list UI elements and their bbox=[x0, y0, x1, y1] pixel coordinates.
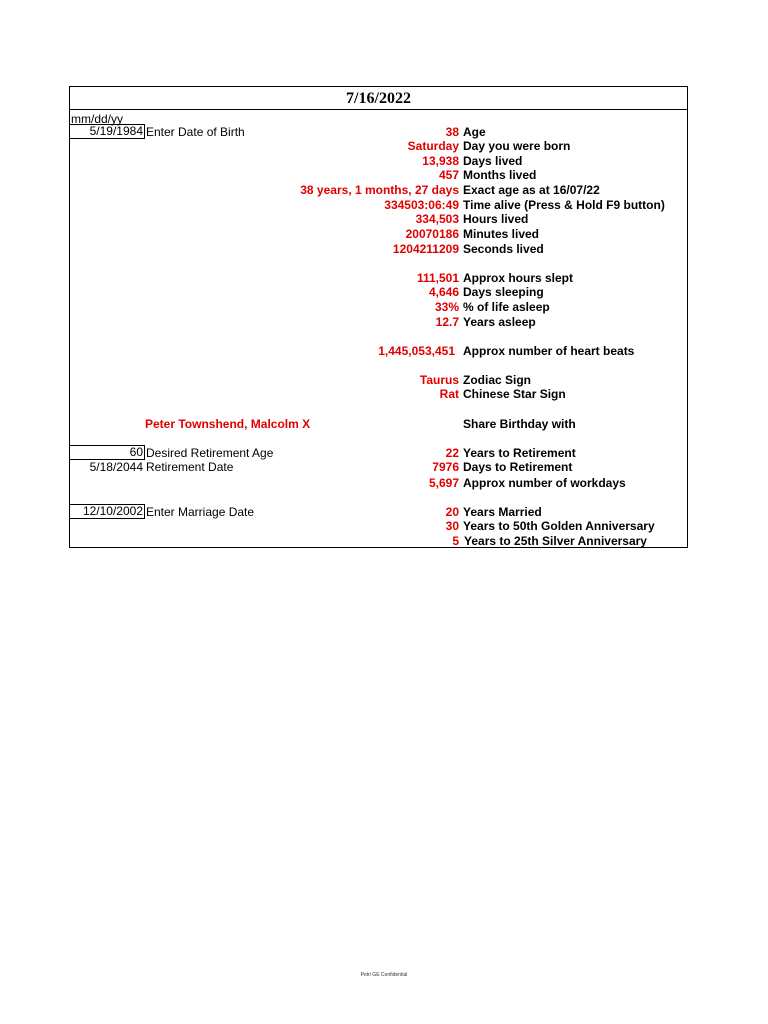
chinese-sign-label: Chinese Star Sign bbox=[463, 387, 566, 401]
shared-birthday-names: Peter Townshend, Malcolm X bbox=[145, 417, 311, 431]
time-alive-value: 334503:06:49 bbox=[384, 198, 459, 212]
days-to-retirement-label: Days to Retirement bbox=[463, 460, 573, 474]
age-value: 38 bbox=[445, 125, 459, 139]
retirement-age-label: Desired Retirement Age bbox=[146, 446, 274, 460]
exact-age-value: 38 years, 1 months, 27 days bbox=[300, 183, 459, 197]
life-asleep-value: 33% bbox=[434, 300, 459, 314]
hours-lived-value: 334,503 bbox=[415, 212, 459, 226]
heart-beats-label: Approx number of heart beats bbox=[463, 344, 635, 358]
minutes-lived-value: 20070186 bbox=[405, 227, 459, 241]
years-asleep-label: Years asleep bbox=[463, 315, 536, 329]
marriage-date-input[interactable]: 12/10/2002 bbox=[69, 504, 145, 519]
years-asleep-value: 12.7 bbox=[435, 315, 459, 329]
workdays-value: 5,697 bbox=[428, 476, 459, 490]
golden-anniversary-label: Years to 50th Golden Anniversary bbox=[463, 519, 655, 533]
exact-age-label: Exact age as at 16/07/22 bbox=[463, 183, 600, 197]
silver-anniversary-value: 5 bbox=[452, 534, 459, 548]
seconds-lived-value: 1204211209 bbox=[392, 242, 459, 256]
age-label: Age bbox=[463, 125, 486, 139]
years-married-label: Years Married bbox=[463, 505, 542, 519]
days-sleeping-value: 4,646 bbox=[428, 285, 459, 299]
days-to-retirement-value: 7976 bbox=[432, 460, 459, 474]
workdays-label: Approx number of workdays bbox=[463, 476, 626, 490]
birth-day-label: Day you were born bbox=[463, 139, 571, 153]
time-alive-label: Time alive (Press & Hold F9 button) bbox=[463, 198, 665, 212]
zodiac-sign-value: Taurus bbox=[419, 373, 459, 387]
hours-slept-value: 111,501 bbox=[416, 271, 459, 285]
hours-slept-label: Approx hours slept bbox=[463, 271, 574, 285]
confidential-footer: Petri GE Confidential bbox=[360, 972, 408, 978]
birth-date-label: Enter Date of Birth bbox=[146, 125, 245, 139]
days-lived-label: Days lived bbox=[463, 154, 523, 168]
sheet-title: 7/16/2022 bbox=[70, 87, 687, 110]
years-to-retirement-label: Years to Retirement bbox=[463, 446, 576, 460]
golden-anniversary-value: 30 bbox=[445, 519, 459, 533]
heart-beats-value: 1,445,053,451 bbox=[378, 344, 455, 358]
days-lived-value: 13,938 bbox=[422, 154, 459, 168]
silver-anniversary-label: Years to 25th Silver Anniversary bbox=[464, 534, 647, 548]
retirement-age-input[interactable]: 60 bbox=[69, 445, 145, 460]
life-asleep-label: % of life asleep bbox=[463, 300, 550, 314]
birth-day-value: Saturday bbox=[407, 139, 459, 153]
years-married-value: 20 bbox=[445, 505, 459, 519]
shared-birthday-label: Share Birthday with bbox=[463, 417, 576, 431]
months-lived-label: Months lived bbox=[463, 168, 537, 182]
months-lived-value: 457 bbox=[438, 168, 459, 182]
retirement-date-label: Retirement Date bbox=[146, 460, 234, 474]
zodiac-sign-label: Zodiac Sign bbox=[463, 373, 532, 387]
birth-date-input[interactable]: 5/19/1984 bbox=[69, 124, 145, 139]
chinese-sign-value: Rat bbox=[439, 387, 459, 401]
minutes-lived-label: Minutes lived bbox=[463, 227, 540, 241]
calculator-sheet bbox=[69, 86, 688, 548]
retirement-date-value: 5/18/2044 bbox=[89, 460, 143, 474]
date-format-hint: mm/dd/yy bbox=[71, 112, 124, 126]
marriage-date-label: Enter Marriage Date bbox=[146, 505, 255, 519]
hours-lived-label: Hours lived bbox=[463, 212, 529, 226]
days-sleeping-label: Days sleeping bbox=[463, 285, 544, 299]
seconds-lived-label: Seconds lived bbox=[463, 242, 544, 256]
years-to-retirement-value: 22 bbox=[445, 446, 459, 460]
